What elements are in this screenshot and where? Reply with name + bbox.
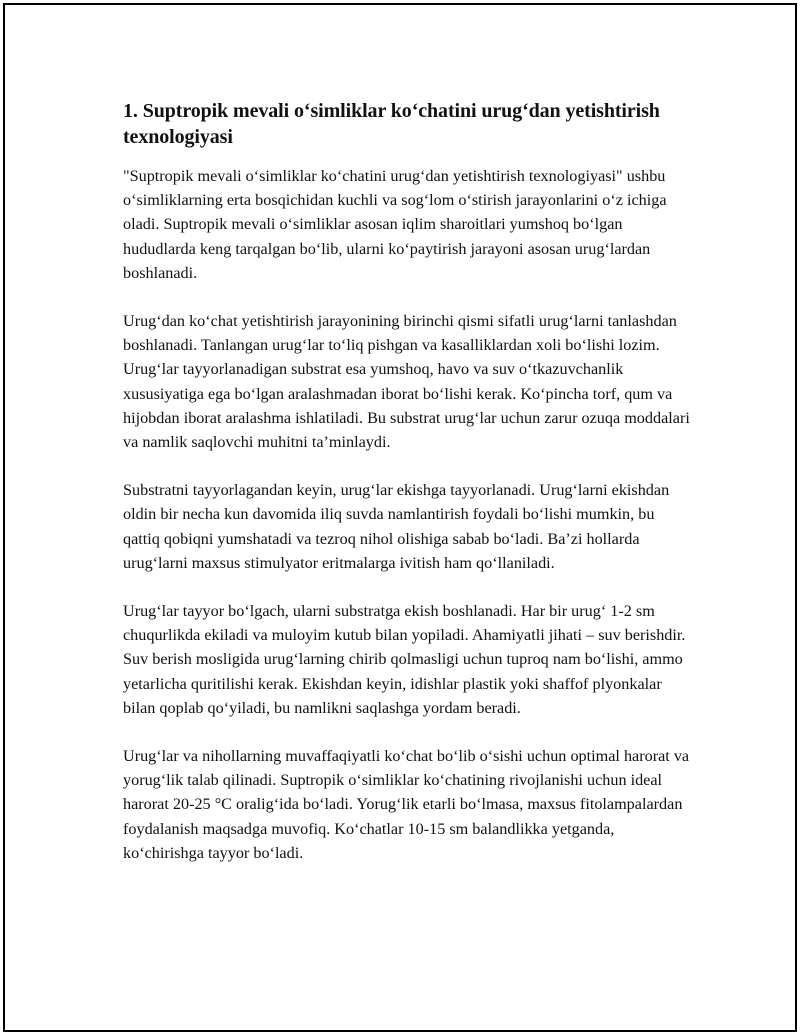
paragraph-2: Urug‘dan ko‘chat yetishtirish jarayonining birinchi qismi sifatli urug‘larni tanlashdan boshlanadi. Tanlangan urug‘lar to‘liq pishgan va kasalliklardan xoli bo‘lishi lozim. Urug‘lar tayyorlanadigan substrat esa yumshoq, havo va suv o‘tkazuvchanlik xususiyatiga ega bo‘lgan aralashmadan iborat bo‘lishi kerak. Ko‘pincha torf, qum va hijobdan iborat aralashma ishlatiladi. Bu substrat urug‘lar uchun zarur ozuqa moddalari va namlik saqlovchi muhitni ta’minlaydi.	[123, 312, 690, 452]
paragraph-5: Urug‘lar va nihollarning muvaffaqiyatli ko‘chat bo‘lib o‘sishi uchun optimal harorat va yorug‘lik talab qilinadi. Suptropik o‘simliklar ko‘chatining rivojlanishi uchun ideal harorat 20-25 °C oralig‘ida bo‘ladi. Yorug‘lik etarli bo‘lmasa, maxsus fitolampalardan foydalanish maqsadga muvofiq. Ko‘chatlar 10-15 sm balandlikka yetganda, ko‘chirishga tayyor bo‘ladi.	[123, 747, 690, 862]
page-frame	[3, 3, 797, 1032]
paragraph-4: Urug‘lar tayyor bo‘lgach, ularni substratga ekish boshlanadi. Har bir urug‘ 1-2 sm chuqurlikda ekiladi va muloyim kutub bilan yopiladi. Ahamiyatli jihati – suv berishdir. Suv berish mosligida urug‘larning chirib qolmasligi uchun tuproq nam bo‘lishi, ammo yetarlicha quritilishi kerak. Ekishdan keyin, idishlar plastik yoki shaffof plyonkalar bilan qoplab qo‘yiladi, bu namlikni saqlashga yordam beradi.	[123, 602, 686, 717]
paragraph-1: "Suptropik mevali o‘simliklar ko‘chatini urug‘dan yetishtirish texnologiyasi" ushbu o‘simliklarning erta bosqichidan kuchli va sog‘lom o‘stirish jarayonlarini o‘z ichiga oladi. Suptropik mevali o‘simliklar asosan iqlim sharoitlari yumshoq bo‘lgan hududlarda keng tarqalgan bo‘lib, ularni ko‘paytirish jarayoni asosan urug‘lardan boshlanadi.	[123, 167, 667, 282]
document-title: 1. Suptropik mevali o‘simliklar ko‘chatini urug‘dan yetishtirish texnologiyasi	[123, 100, 660, 148]
paragraph-3: Substratni tayyorlagandan keyin, urug‘lar ekishga tayyorlanadi. Urug‘larni ekishdan oldin bir necha kun davomida iliq suvda namlantirish foydali bo‘lishi mumkin, bu qattiq qobiqni yumshatadi va tezroq nihol olishiga sabab bo‘ladi. Ba’zi hollarda urug‘larni maxsus stimulyator eritmalarga ivitish ham qo‘llaniladi.	[123, 481, 670, 572]
document-body	[123, 98, 693, 889]
